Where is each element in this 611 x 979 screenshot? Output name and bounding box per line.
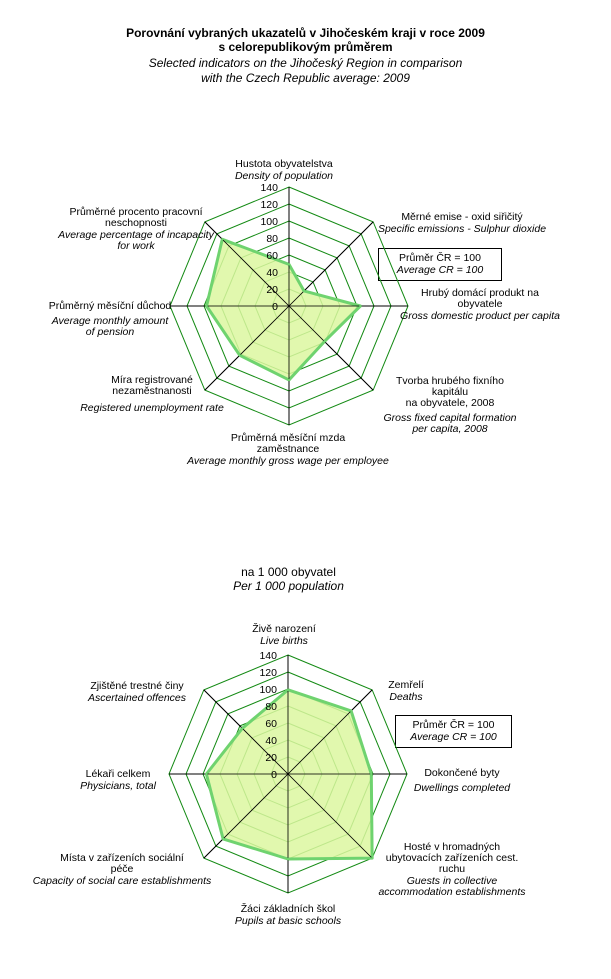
axis-label-cz: na obyvatele, 2008 bbox=[405, 397, 495, 409]
axis-label-cz: Živě narození bbox=[252, 623, 316, 635]
tick-label: 140 bbox=[260, 182, 278, 194]
data-point bbox=[222, 838, 224, 840]
axis-label-en: Average percentage of incapacity bbox=[58, 229, 214, 241]
chart2-title-en: Per 1 000 population bbox=[233, 579, 344, 593]
axis-label-en: Pupils at basic schools bbox=[234, 915, 342, 927]
axis-label-cz: ruchu bbox=[438, 863, 466, 875]
data-point bbox=[287, 858, 289, 860]
axis-label-en: Average monthly amount bbox=[51, 315, 169, 327]
axis-label-cz: Žáci základních škol bbox=[240, 903, 336, 915]
tick-label: 40 bbox=[266, 267, 278, 279]
tick-label: 100 bbox=[259, 684, 277, 696]
axis-label-cz: Průměrné procento pracovní bbox=[69, 206, 203, 218]
tick-label: 140 bbox=[259, 650, 277, 662]
tick-label: 20 bbox=[266, 284, 278, 296]
axis-label-en: Deaths bbox=[389, 691, 423, 703]
axis-label-cz: Zjištěné trestné činy bbox=[90, 680, 184, 692]
tick-label: 80 bbox=[265, 701, 277, 713]
axis-label-cz: Průměrná měsíční mzda bbox=[230, 432, 346, 444]
axis-label-en: Capacity of social care establishments bbox=[32, 875, 212, 887]
title-cz-line1: Porovnání vybraných ukazatelů v Jihočeském kraji v roce 2009 bbox=[126, 26, 485, 40]
axis-label-cz: kapitálu bbox=[431, 386, 469, 398]
axis-label-cz: Dokončené byty bbox=[424, 767, 500, 779]
legend-line2: Average CR = 100 bbox=[396, 264, 484, 276]
legend-line2: Average CR = 100 bbox=[410, 731, 497, 743]
axis-label-cz: Průměrný měsíční důchod bbox=[48, 300, 172, 312]
axis-label-en: Ascertained offences bbox=[87, 692, 187, 704]
tick-label: 0 bbox=[272, 301, 278, 313]
legend-line1: Průměr ČR = 100 bbox=[399, 252, 481, 264]
tick-label: 80 bbox=[266, 233, 278, 245]
axis-label-en: Gross fixed capital formation bbox=[383, 412, 517, 424]
axis-label-en: of pension bbox=[85, 326, 135, 338]
tick-label: 60 bbox=[265, 718, 277, 730]
axis-label-cz: ubytovacích zařízeních cest. bbox=[385, 852, 519, 864]
tick-label: 120 bbox=[260, 199, 278, 211]
data-point bbox=[287, 689, 289, 691]
tick-label: 0 bbox=[271, 769, 277, 781]
data-point bbox=[371, 857, 373, 859]
axis-label-en: Density of population bbox=[234, 170, 334, 182]
axis-label-en: Specific emissions - Sulphur dioxide bbox=[377, 223, 547, 235]
data-point bbox=[370, 773, 372, 775]
tick-label: 100 bbox=[260, 216, 278, 228]
axis-label-en: Guests in collective bbox=[406, 875, 498, 887]
title-en-line2: with the Czech Republic average: 2009 bbox=[201, 71, 410, 85]
axis-label-en: Live births bbox=[260, 635, 308, 647]
legend-line1: Průměr ČR = 100 bbox=[412, 719, 495, 731]
axis-label-en: Registered unemployment rate bbox=[80, 402, 224, 414]
axis-label-cz: Zemřelí bbox=[388, 679, 424, 691]
data-point bbox=[241, 727, 243, 729]
axis-label-cz: Míra registrované bbox=[111, 374, 193, 386]
title-en-line1: Selected indicators on the Jihočeský Region in comparison bbox=[148, 56, 463, 70]
title-cz-line2: s celorepublikovým průměrem bbox=[218, 40, 393, 54]
axis-label-cz: zaměstnance bbox=[256, 443, 320, 455]
axis-label-cz: Hrubý domácí produkt na bbox=[421, 287, 539, 299]
axis-label-en: Average monthly gross wage per employee bbox=[187, 455, 389, 467]
axis-label-cz: Místa v zařízeních sociální bbox=[60, 852, 184, 864]
axis-label-cz: obyvatele bbox=[457, 298, 503, 310]
tick-label: 60 bbox=[266, 250, 278, 262]
axis-label-cz: Tvorba hrubého fixního bbox=[396, 375, 504, 387]
axis-label-cz: Lékaři celkem bbox=[85, 768, 151, 780]
data-point bbox=[205, 773, 207, 775]
tick-label: 120 bbox=[259, 667, 277, 679]
tick-label: 20 bbox=[265, 752, 277, 764]
axis-label-en: Gross domestic product per capita bbox=[400, 310, 560, 322]
tick-label: 40 bbox=[265, 735, 277, 747]
chart2-title: na 1 000 obyvatel bbox=[241, 565, 336, 579]
axis-label-en: accommodation establishments bbox=[378, 886, 526, 898]
axis-label-en: Physicians, total bbox=[80, 780, 156, 792]
axis-label-en: Dwellings completed bbox=[413, 782, 511, 794]
axis-label-en: per capita, 2008 bbox=[412, 423, 488, 435]
axis-label-cz: Hustota obyvatelstva bbox=[235, 158, 333, 170]
axis-label-cz: Hosté v hromadných bbox=[403, 841, 501, 853]
data-point bbox=[350, 710, 352, 712]
axis-label-cz: neschopnosti bbox=[105, 217, 167, 229]
axis-label-cz: péče bbox=[110, 863, 134, 875]
axis-label-cz: nezaměstnanosti bbox=[112, 385, 192, 397]
axis-label-en: for work bbox=[117, 240, 155, 252]
axis-label-cz: Měrné emise - oxid siřičitý bbox=[401, 211, 523, 223]
